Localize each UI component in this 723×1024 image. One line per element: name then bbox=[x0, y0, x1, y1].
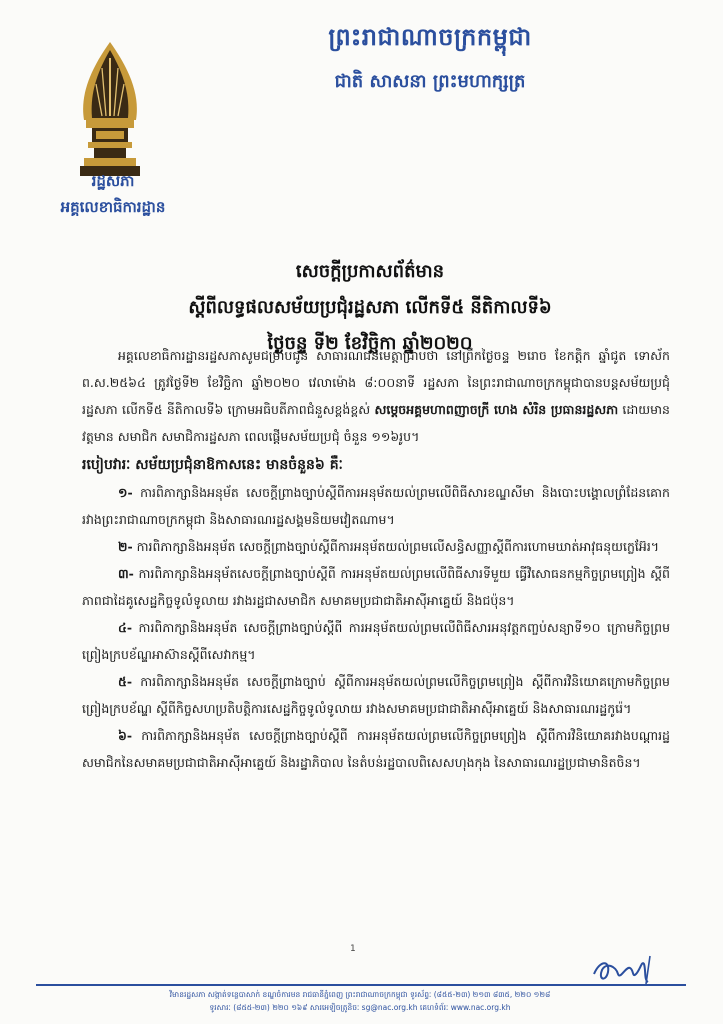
footer-contact-details: ទូរសារៈ (៨៥៥-២៣) ២២០ ១៦៩ សារអេឡិចត្រូនិចៈ sg@nac.org.kh គេហទំព័រៈ www.nac.org.kh bbox=[209, 1003, 511, 1012]
national-assembly-emblem-icon bbox=[70, 40, 150, 180]
agenda-item-text: ការពិភាក្សានិងអនុម័ត សេចក្តីព្រាងច្បាប់ស្តីពីការអនុម័តយល់ព្រមលើពិធីសារខណ្ឌសីមា និងបោះបង្គោលព្រំដែនគោករវាងព្រះរាជាណាចក្រកម្ពុជា និងសាធារណរដ្ឋសង្គមនិយមវៀតណាម។ bbox=[82, 485, 670, 527]
agenda-item-text: ការពិភាក្សានិងអនុម័ត សេចក្តីព្រាងច្បាប់ស្តីពីការអនុម័តយល់ព្រមលើសន្ធិសញ្ញាស្តីពីការហោមឃាត់អាវុធនុយក្លេអ៊ែរ។ bbox=[132, 539, 660, 554]
agenda-item-number: ៥- bbox=[118, 674, 133, 689]
agenda-item-number: ១- bbox=[118, 485, 133, 500]
footer-contact bbox=[40, 988, 680, 1014]
agenda-item-number: ៤- bbox=[118, 620, 133, 635]
agenda-item bbox=[82, 722, 670, 776]
org-name-line1: រដ្ឋសភា bbox=[91, 172, 135, 190]
agenda-item bbox=[82, 614, 670, 668]
intro-president-name: សម្តេចអគ្គមហាពញាចក្រី ហេង សំរិន ប្រធានរដ្ឋសភា bbox=[374, 402, 619, 417]
kingdom-title: ព្រះរាជាណាចក្រកម្ពុជា bbox=[328, 23, 532, 51]
agenda-item-text: ការពិភាក្សានិងអនុម័តសេចក្តីព្រាងច្បាប់ស្តីពី ការអនុម័តយល់ព្រមលើពិធីសារទីមួយ ធ្វើវិសោធនកម្មកិច្ចព្រមព្រៀង ស្តីពីភាពជាដៃគូសេដ្ឋកិច្ចទូលំទូលាយ រវាងរដ្ឋជាសមាជិក សមាគមប្រជាជាតិអាស៊ីអាគ្នេយ៍ និងជប៉ុន។ bbox=[82, 566, 670, 608]
agenda-item bbox=[82, 668, 670, 722]
national-motto: ជាតិ សាសនា ព្រះមហាក្សត្រ bbox=[334, 71, 526, 92]
footer-divider bbox=[36, 984, 686, 986]
intro-text-1: អគ្គលេខាធិការដ្ឋានរដ្ឋសភាសូមជម្រាបជូន សាធារណជនមេត្តាជ្រាបថា នៅព្រឹកថ្ងៃចន្ទ ២រោច ខែកត្តិក ឆ្នាំជូត ទោស័ក ព.ស.២៥៦៤ ត្រូវថ្ងៃទី២ ខែវិច្ឆិកា ឆ្នាំ២០២០ វេលាម៉ោង ៨:០០នាទី រដ្ឋសភា នៃព្រះរាជាណាចក្រកម្ពុជាបានបន្តសម័យប្រជុំរដ្ឋសភា លើកទី៥ នីតិកាលទី៦ ក្រោមអធិបតីភាពជំនួសខ្ពង់ខ្ពស់ bbox=[82, 348, 670, 417]
agenda-item-text: ការពិភាក្សានិងអនុម័ត សេចក្តីព្រាងច្បាប់ស្តីពី ការអនុម័តយល់ព្រមលើកិច្ចព្រមព្រៀង ស្តីពីការវិនិយោគរវាងបណ្តារដ្ឋសមាជិកនៃសមាគមប្រជាជាតិអាស៊ីអាគ្នេយ៍ និងរដ្ឋាភិបាល នៃតំបន់រដ្ឋបាលពិសេសហុងកុង នៃសាធារណរដ្ឋប្រជាមានិតចិន។ bbox=[82, 728, 670, 770]
title-line1: សេចក្តីប្រកាសព័ត៌មាន bbox=[295, 261, 445, 282]
title-line3: ថ្ងៃចន្ទ ទី២ ខែវិច្ឆិកា ឆ្នាំ២០២០ bbox=[267, 333, 473, 354]
initials-signature-icon bbox=[590, 952, 670, 986]
agenda-item bbox=[82, 560, 670, 614]
agenda-item-number: ២- bbox=[118, 539, 133, 554]
org-name-line2: អគ្គលេខាធិការដ្ឋាន bbox=[60, 198, 166, 216]
agenda-item bbox=[82, 479, 670, 533]
intro-paragraph bbox=[82, 342, 670, 450]
footer-address: វិមានរដ្ឋសភា សង្កាត់ទន្លេបាសាក់ ខណ្ឌចំការមន រាជធានីភ្នំពេញ ព្រះរាជាណាចក្រកម្ពុជា ទូរស័ព្ទៈ (៨៥៥-២៣) ២១៣ ៨៣៥, ២២០ ១២៨ bbox=[169, 990, 551, 999]
intro-text-2: ដោយមានវត្តមាន សមាជិក សមាជិការដ្ឋសភា ពេលផ្តើមសម័យប្រជុំ ចំនួន ១១៦រូប។ bbox=[82, 402, 670, 444]
emblem-rays bbox=[83, 42, 137, 120]
agenda-item-number: ៦- bbox=[118, 728, 133, 743]
agenda-item-text: ការពិភាក្សានិងអនុម័ត សេចក្តីព្រាងច្បាប់ស្តីពី ការអនុម័តយល់ព្រមលើពិធីសារអនុវត្តកញ្ចប់សន្យាទី១០ ក្រោមកិច្ចព្រមព្រៀងក្របខ័ណ្ឌអាស៊ានស្តីពីសេវាកម្ម។ bbox=[82, 620, 670, 662]
agenda-item-number: ៣- bbox=[118, 566, 134, 581]
page-number: 1 bbox=[350, 944, 356, 954]
agenda-item-text: ការពិភាក្សានិងអនុម័ត សេចក្តីព្រាងច្បាប់ ស្តីពីការអនុម័តយល់ព្រមលើកិច្ចព្រមព្រៀង ស្តីពីការវិនិយោគក្រោមកិច្ចព្រមព្រៀងក្របខ័ណ្ឌ ស្តីពីកិច្ចសហប្រតិបត្តិការសេដ្ឋកិច្ចទូលំទូលាយ រវាងសមាគមប្រជាជាតិអាស៊ីអាគ្នេយ៍ និងសាធារណរដ្ឋកូរ៉េ។ bbox=[82, 674, 670, 716]
issuing-office bbox=[38, 172, 188, 220]
document-body bbox=[82, 342, 670, 776]
agenda-item bbox=[82, 533, 670, 560]
title-line2: ស្តីពីលទ្ធផលសម័យប្រជុំរដ្ឋសភា លើកទី៥ នីតិកាលទី៦ bbox=[188, 297, 552, 318]
emblem-base bbox=[80, 120, 140, 176]
letterhead bbox=[200, 22, 660, 96]
agenda-heading: របៀបវារៈ សម័យប្រជុំនាឱកាសនេះ មានចំនួន៦ គឺៈ bbox=[82, 457, 343, 473]
